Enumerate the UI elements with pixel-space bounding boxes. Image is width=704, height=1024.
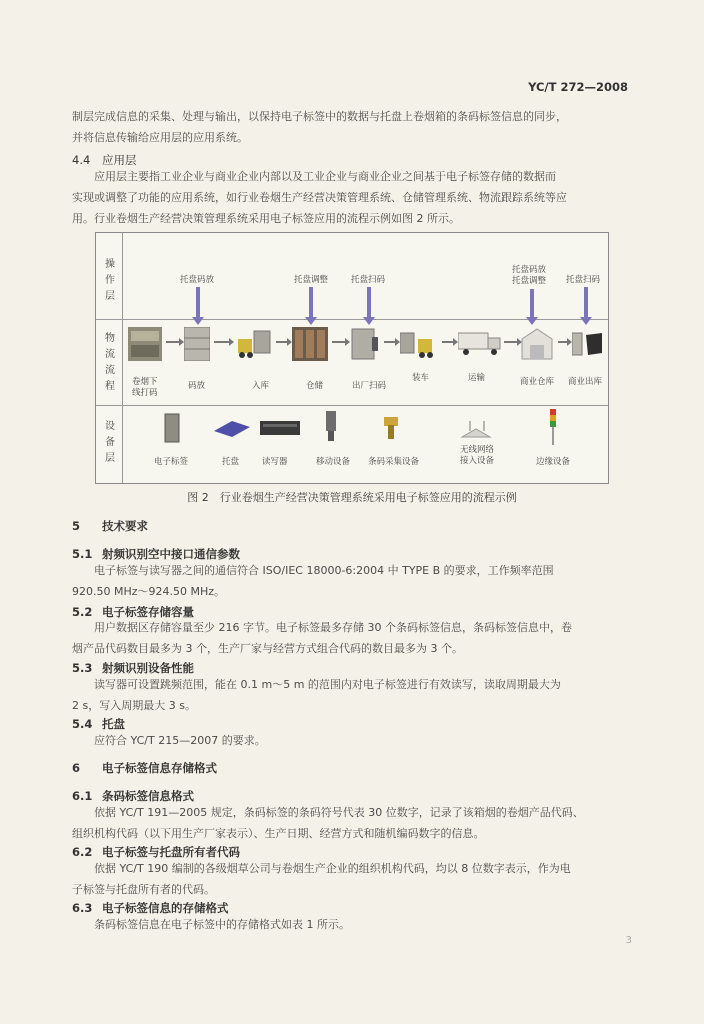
text-line: 子标签与托盘所有者的代码。 xyxy=(72,883,215,896)
flow-diagram xyxy=(95,232,609,484)
intro-paragraph xyxy=(72,106,634,148)
section-4-4-body-cont xyxy=(72,187,634,229)
device-label: 电子标签 xyxy=(154,457,189,467)
wireless-access-icon xyxy=(458,419,494,441)
section-6-2-body xyxy=(72,858,634,900)
down-arrow-icon xyxy=(584,287,588,319)
text-line: 2 s，写入周期最大 3 s。 xyxy=(72,699,196,712)
text-line: 组织机构代码（以下用生产厂家表示）、生产日期、经营方式和随机编码数字的信息。 xyxy=(72,827,485,840)
section-heading-5-4: 5.4 托盘 xyxy=(72,717,125,731)
signal-light-icon xyxy=(548,409,558,445)
row-operation xyxy=(96,233,608,320)
text-line: 依据 YC/T 190 编制的各级烟草公司与卷烟生产企业的组织机构代码，均以 8 位数字表示，作为电 xyxy=(94,862,571,875)
device-label: 条码采集设备 xyxy=(368,457,420,467)
section-6-1-body xyxy=(72,802,634,844)
section-heading-5-2: 5.2 电子标签存储容量 xyxy=(72,605,194,619)
flow-label: 入库 xyxy=(252,381,270,391)
right-arrow-icon xyxy=(276,341,288,343)
text-line: 电子标签与读写器之间的通信符合 ISO/IEC 18000-6:2004 中 TYPE B 的要求，工作频率范围 xyxy=(94,564,554,577)
text-line: 实现或调整了功能的应用系统，如行业卷烟生产经营决策管理系统、仓储管理系统、物流跟踪系统等应 xyxy=(72,191,567,204)
barcode-scanner-icon xyxy=(382,415,406,441)
text-line: 并将信息传输给应用层的应用系统。 xyxy=(72,131,248,144)
loading-forklift-icon xyxy=(400,329,440,359)
flow-label: 仓储 xyxy=(306,381,324,391)
device-label: 无线网络 接入设备 xyxy=(460,445,495,466)
section-heading-6-3: 6.3 电子标签信息的存储格式 xyxy=(72,901,229,915)
row-label: 物 流 流 程 xyxy=(96,319,123,405)
text-line: 读写器可设置跳频范围，能在 0.1 m～5 m 的范围内对电子标签进行有效读写，读取周期最大为 xyxy=(94,678,561,691)
row-label: 设 备 层 xyxy=(96,405,123,483)
row-devices xyxy=(96,405,608,483)
section-heading-6: 6 电子标签信息存储格式 xyxy=(72,761,217,775)
outbound-cart-icon xyxy=(572,329,604,359)
right-arrow-icon xyxy=(214,341,230,343)
text-line: 条码标签信息在电子标签中的存储格式如表 1 所示。 xyxy=(94,918,350,931)
section-5-4-body xyxy=(72,730,634,751)
down-arrow-icon xyxy=(530,289,534,319)
stacked-cartons-icon xyxy=(184,327,210,361)
section-5-3-body xyxy=(72,674,634,716)
section-heading-6-2: 6.2 电子标签与托盘所有者代码 xyxy=(72,845,240,859)
flow-label: 码放 xyxy=(188,381,206,391)
flow-label: 商业仓库 xyxy=(520,377,555,387)
reader-icon xyxy=(260,419,300,437)
op-label: 托盘调整 xyxy=(294,275,329,285)
forklift-icon xyxy=(234,329,274,359)
flow-label: 运输 xyxy=(468,373,486,383)
device-label: 边缘设备 xyxy=(536,457,571,467)
figure-caption: 图 2 行业卷烟生产经营决策管理系统采用电子标签应用的流程示例 xyxy=(187,491,517,504)
section-heading-5-1: 5.1 射频识别空中接口通信参数 xyxy=(72,547,240,561)
section-5-2-body xyxy=(72,617,634,659)
production-line-image xyxy=(128,327,162,361)
right-arrow-icon xyxy=(332,341,346,343)
down-arrow-icon xyxy=(367,287,371,319)
section-6-3-body xyxy=(72,914,634,935)
rfid-tag-icon xyxy=(164,413,180,443)
text-line: 依据 YC/T 191—2005 规定，条码标签的条码符号代表 30 位数字，记录了该箱烟的卷烟产品代码、 xyxy=(94,806,584,819)
flow-label: 卷烟下 线打码 xyxy=(132,377,158,398)
commercial-warehouse-icon xyxy=(520,327,554,361)
section-4-4-body xyxy=(72,166,634,187)
scan-station-icon xyxy=(350,327,380,361)
mobile-device-icon xyxy=(322,411,342,443)
right-arrow-icon xyxy=(504,341,518,343)
truck-icon xyxy=(458,331,502,357)
text-line: 用。行业卷烟生产经营决策管理系统采用电子标签应用的流程示例如图 2 所示。 xyxy=(72,212,460,225)
row-label: 操 作 层 xyxy=(96,233,123,319)
text-line: 烟产品代码数目最多为 3 个，生产厂家与经营方式组合代码的数目最多为 3 个。 xyxy=(72,642,463,655)
right-arrow-icon xyxy=(442,341,454,343)
right-arrow-icon xyxy=(558,341,568,343)
section-heading-6-1: 6.1 条码标签信息格式 xyxy=(72,789,194,803)
device-label: 移动设备 xyxy=(316,457,351,467)
section-heading-5: 5 技术要求 xyxy=(72,519,148,533)
op-label: 托盘扫码 xyxy=(566,275,601,285)
text-line: 制层完成信息的采集、处理与输出，以保持电子标签中的数据与托盘上卷烟箱的条码标签信息的同步， xyxy=(72,110,567,123)
standard-code: YC/T 272—2008 xyxy=(528,80,628,94)
section-5-1-body xyxy=(72,560,634,602)
op-label: 托盘码放 xyxy=(180,275,215,285)
text-line: 920.50 MHz～924.50 MHz。 xyxy=(72,585,226,598)
flow-label: 装车 xyxy=(412,373,430,383)
flow-label: 商业出库 xyxy=(568,377,603,387)
down-arrow-icon xyxy=(196,287,200,319)
op-label: 托盘码放 托盘调整 xyxy=(512,265,547,286)
device-label: 读写器 xyxy=(262,457,288,467)
section-heading-4-4: 4.4 应用层 xyxy=(72,153,137,167)
text-line: 应用层主要指工业企业与商业企业内部以及工业企业与商业企业之间基于电子标签存储的数据而 xyxy=(94,170,556,183)
warehouse-icon xyxy=(292,327,328,361)
op-label: 托盘扫码 xyxy=(351,275,386,285)
page-number: 3 xyxy=(625,935,632,946)
flow-label: 出厂扫码 xyxy=(352,381,387,391)
right-arrow-icon xyxy=(384,341,396,343)
section-heading-5-3: 5.3 射频识别设备性能 xyxy=(72,661,194,675)
right-arrow-icon xyxy=(166,341,180,343)
text-line: 用户数据区存储容量至少 216 字节。电子标签最多存储 30 个条码标签信息，条码标签信息中，卷 xyxy=(94,621,572,634)
down-arrow-icon xyxy=(309,287,313,319)
device-label: 托盘 xyxy=(222,457,240,467)
pallet-icon xyxy=(214,419,250,439)
row-logistics xyxy=(96,319,608,406)
text-line: 应符合 YC/T 215—2007 的要求。 xyxy=(94,734,266,747)
